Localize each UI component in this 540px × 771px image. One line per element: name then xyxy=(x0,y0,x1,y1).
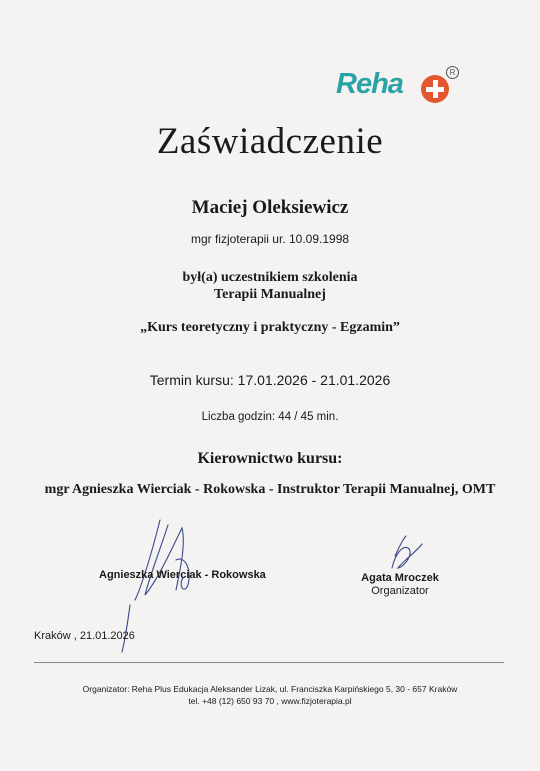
left-signatory-name: Agnieszka Wierciak - Rokowska xyxy=(99,569,266,581)
instructor-line: mgr Agnieszka Wierciak - Rokowska - Instruktor Terapii Manualnej, OMT xyxy=(44,482,496,497)
participation-line-1: był(a) uczestnikiem szkolenia xyxy=(182,270,358,285)
participation-line-2: Terapii Manualnej xyxy=(214,287,326,302)
page-title: Zaświadczenie xyxy=(156,121,384,162)
leadership-heading: Kierownictwo kursu: xyxy=(197,450,343,467)
right-signature-icon xyxy=(392,536,422,568)
footer-divider xyxy=(34,662,504,663)
footer-organizer: Organizator: Reha Plus Edukacja Aleksander Lizak, ul. Franciszka Karpińskiego 5, 30 - 657 Kraków xyxy=(82,684,458,694)
logo-text: Reha xyxy=(336,68,403,100)
registered-mark-icon: R xyxy=(446,66,459,79)
recipient-details: mgr fizjoterapii ur. 10.09.1998 xyxy=(190,232,350,246)
footer-contact: tel. +48 (12) 650 93 70 , www.fizjoterapia.pl xyxy=(188,696,352,706)
place-and-date: Kraków , 21.01.2026 xyxy=(34,630,135,642)
right-signatory-role: Organizator xyxy=(371,585,429,597)
course-name: „Kurs teoretyczny i praktyczny - Egzamin” xyxy=(140,320,400,335)
right-signatory-name: Agata Mroczek xyxy=(361,572,439,584)
recipient-name: Maciej Oleksiewicz xyxy=(191,197,349,218)
course-term: Termin kursu: 17.01.2026 - 21.01.2026 xyxy=(149,372,391,388)
course-hours: Liczba godzin: 44 / 45 min. xyxy=(201,411,339,423)
